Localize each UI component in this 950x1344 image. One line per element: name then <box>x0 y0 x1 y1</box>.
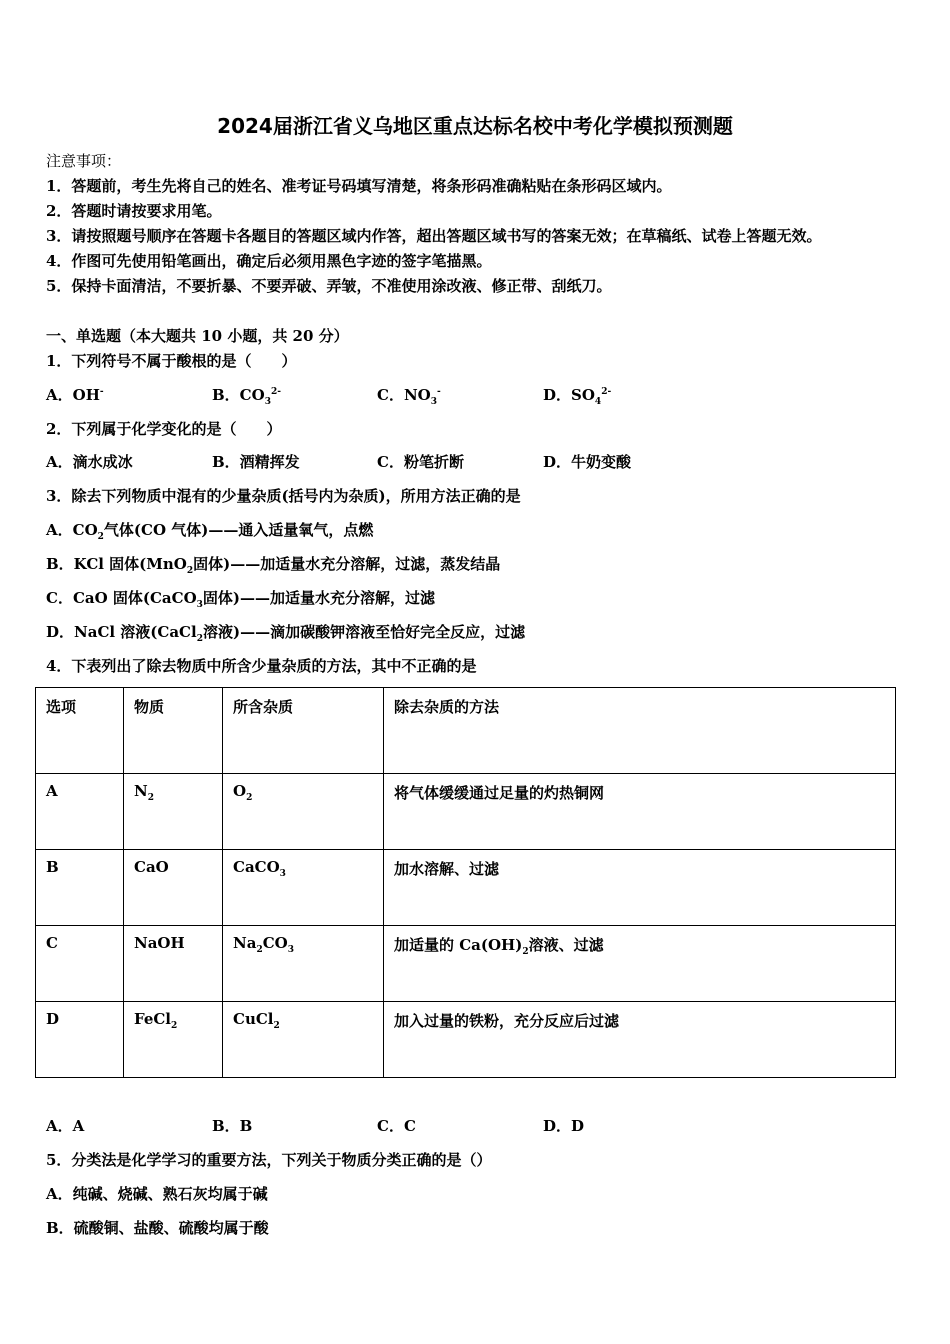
notice-item: 2．答题时请按要求用笔。 <box>46 202 222 220</box>
q5-option-b: B．硫酸铜、盐酸、硫酸均属于酸 <box>46 1219 269 1237</box>
question-5-stem: 5．分类法是化学学习的重要方法，下列关于物质分类正确的是（） <box>46 1151 492 1169</box>
notice-heading: 注意事项： <box>46 152 122 170</box>
q1-option-d: D．$SO_4^{2-}$ <box>543 386 612 407</box>
notice-item: 3．请按照题号顺序在答题卡各题目的答题区域内作答，超出答题区域书写的答案无效；在草稿纸、试卷上答题无效。 <box>46 227 822 245</box>
header-cell: 物质 <box>124 688 223 774</box>
option-cell: A <box>36 774 124 850</box>
q4-option-b: B．B <box>212 1117 253 1135</box>
section-heading: 一、单选题（本大题共 10 小题，共 20 分） <box>46 327 349 345</box>
q1-option-c: C．$NO_3^-$ <box>377 386 441 407</box>
question-4-stem: 4．下表列出了除去物质中所含少量杂质的方法，其中不正确的是 <box>46 657 477 675</box>
q2-option-c: C．粉笔折断 <box>377 453 464 471</box>
option-cell: C <box>36 926 124 1002</box>
substance-cell: CaO <box>124 850 223 926</box>
method-cell: 将气体缓缓通过足量的灼热铜网 <box>384 774 896 850</box>
table-header-row <box>36 688 896 774</box>
header-cell: 所含杂质 <box>223 688 384 774</box>
notice-item: 1．答题前，考生先将自己的姓名、准考证号码填写清楚，将条形码准确粘贴在条形码区域内。 <box>46 177 672 195</box>
q4-option-c: C．C <box>377 1117 416 1135</box>
table-row <box>36 850 896 926</box>
q2-option-d: D．牛奶变酸 <box>543 453 632 471</box>
q3-option-a: A．$CO_2$气体(CO 气体)——通入适量氧气，点燃 <box>46 521 374 542</box>
q4-table <box>35 687 896 1078</box>
q3-option-d: D．NaCl 溶液(CaCl$_2$溶液)——滴加碳酸钾溶液至恰好完全反应，过滤 <box>46 623 526 644</box>
impurity-cell: CaCO$_3$ <box>223 850 384 926</box>
option-cell: D <box>36 1002 124 1078</box>
q4-option-d: D．D <box>543 1117 585 1135</box>
page-title: 2024届浙江省义乌地区重点达标名校中考化学模拟预测题 <box>217 114 733 138</box>
q3-option-b: B．KCl 固体(MnO$_2$固体)——加适量水充分溶解，过滤，蒸发结晶 <box>46 555 501 576</box>
option-cell: B <box>36 850 124 926</box>
q5-option-a: A．纯碱、烧碱、熟石灰均属于碱 <box>46 1185 268 1203</box>
q4-option-a: A．A <box>46 1117 85 1135</box>
method-cell: 加入过量的铁粉，充分反应后过滤 <box>384 1002 896 1078</box>
substance-cell: NaOH <box>124 926 223 1002</box>
method-cell: 加水溶解、过滤 <box>384 850 896 926</box>
table-row <box>36 774 896 850</box>
q2-option-a: A．滴水成冰 <box>46 453 133 471</box>
method-cell: 加适量的 $Ca(OH)_2$溶液、过滤 <box>384 926 896 1002</box>
q1-option-b: B．$CO_3^{2-}$ <box>212 386 281 407</box>
impurity-cell: $O_2$ <box>223 774 384 850</box>
table-row <box>36 1002 896 1078</box>
q1-option-a: A．OH- <box>46 386 104 404</box>
header-cell: 除去杂质的方法 <box>384 688 896 774</box>
header-cell: 选项 <box>36 688 124 774</box>
question-3-stem: 3．除去下列物质中混有的少量杂质(括号内为杂质)，所用方法正确的是 <box>46 487 521 505</box>
table-row <box>36 926 896 1002</box>
question-1-stem: 1．下列符号不属于酸根的是（ ） <box>46 352 297 370</box>
notice-item: 5．保持卡面清洁，不要折暴、不要弄破、弄皱，不准使用涂改液、修正带、刮纸刀。 <box>46 277 612 295</box>
q2-option-b: B．酒精挥发 <box>212 453 300 471</box>
q3-option-c: C．CaO 固体(CaCO$_3$固体)——加适量水充分溶解，过滤 <box>46 589 436 610</box>
substance-cell: FeCl$_2$ <box>124 1002 223 1078</box>
impurity-cell: CuCl$_2$ <box>223 1002 384 1078</box>
impurity-cell: $Na_2CO_3$ <box>223 926 384 1002</box>
question-2-stem: 2．下列属于化学变化的是（ ） <box>46 420 282 438</box>
substance-cell: $N_2$ <box>124 774 223 850</box>
notice-item: 4．作图可先使用铅笔画出，确定后必须用黑色字迹的签字笔描黑。 <box>46 252 492 270</box>
